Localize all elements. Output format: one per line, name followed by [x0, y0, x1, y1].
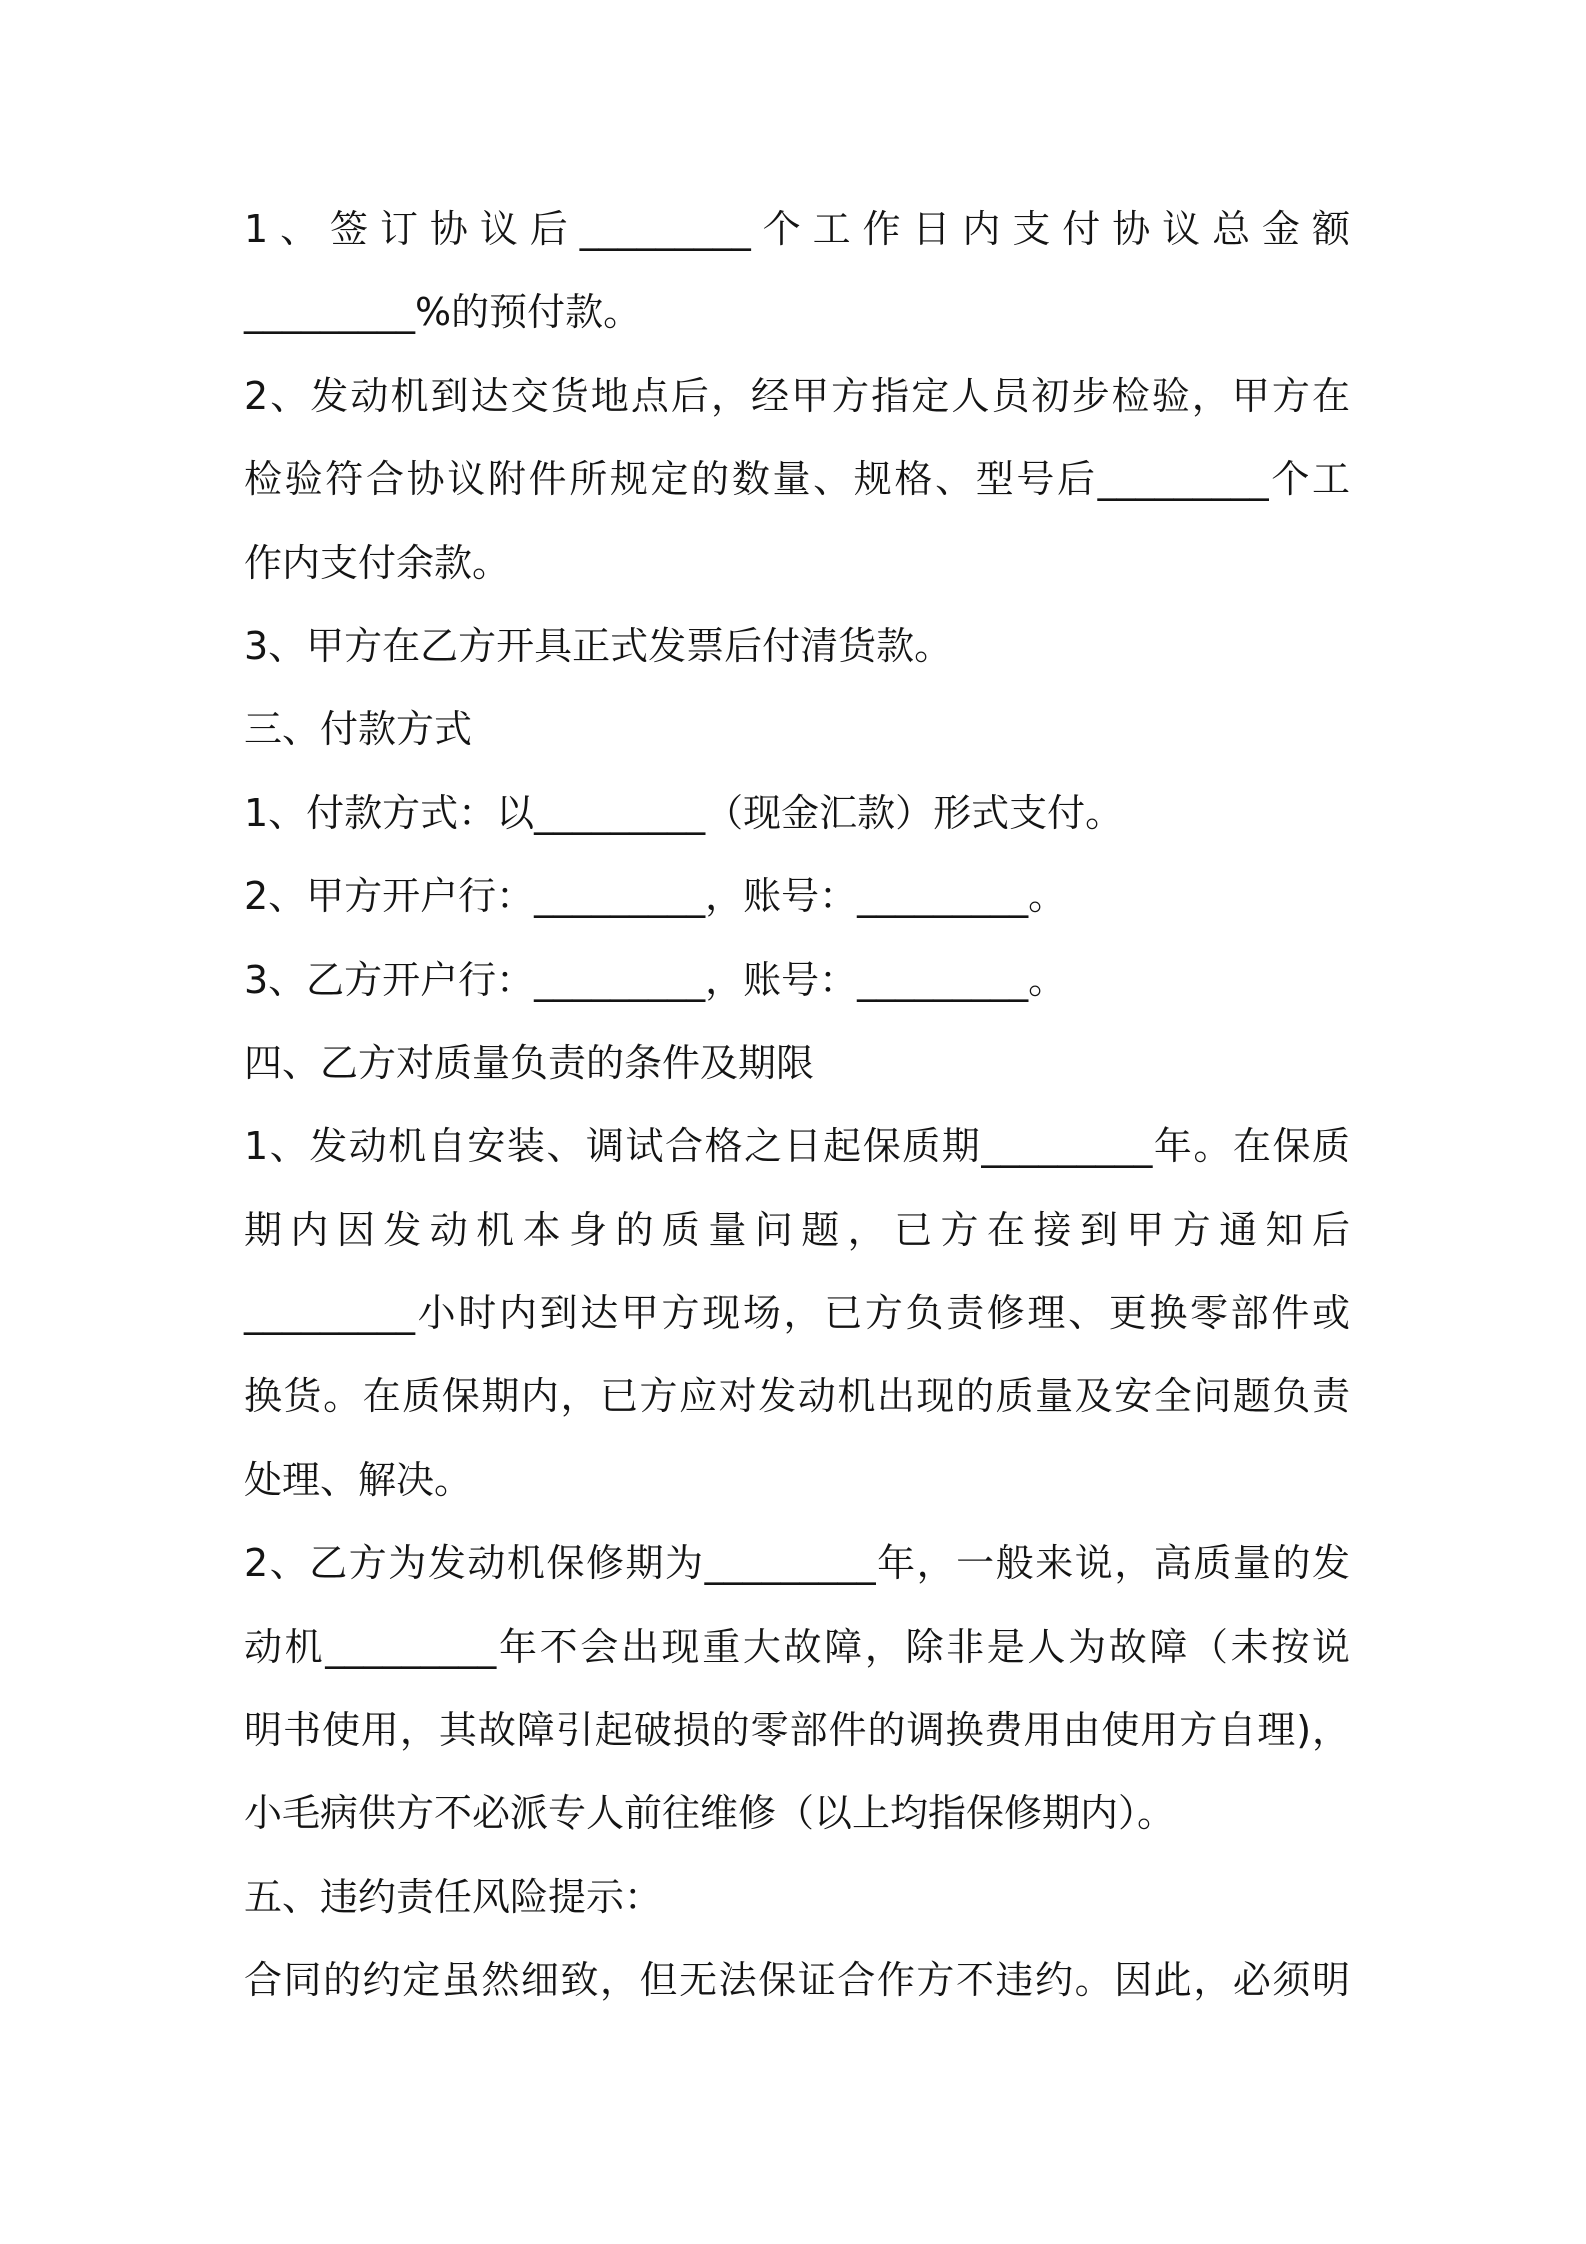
- text-line: 小毛病供方不必派专人前往维修（以上均指保修期内）。: [244, 1791, 1176, 1836]
- text-line: 作内支付余款。: [244, 540, 511, 585]
- text-line: 1、签订协议后_________个工作日内支付协议总金额: [244, 207, 1350, 251]
- text-line: 检验符合协议附件所规定的数量、规格、型号后_________个工: [244, 457, 1350, 502]
- text-line: 3、甲方在乙方开具正式发票后付清货款。: [244, 623, 953, 668]
- text-line: 期内因发动机本身的质量问题，已方在接到甲方通知后: [244, 1207, 1350, 1252]
- text-line: _________小时内到达甲方现场，已方负责修理、更换零部件或: [244, 1291, 1350, 1336]
- document-body: [244, 188, 1350, 2023]
- text-line: 处理、解决。: [244, 1457, 473, 1502]
- text-line: 2、甲方开户行：_________，账号：_________。: [244, 874, 1067, 919]
- text-line: 1、付款方式：以_________（现金汇款）形式支付。: [244, 790, 1124, 835]
- text-line: 2、乙方为发动机保修期为_________年，一般来说，高质量的发: [244, 1541, 1350, 1586]
- text-line: 2、发动机到达交货地点后，经甲方指定人员初步检验，甲方在: [244, 373, 1350, 418]
- section-heading: 五、违约责任风险提示：: [244, 1874, 663, 1919]
- section-heading: 四、乙方对质量负责的条件及期限: [244, 1040, 815, 1085]
- text-line: 换货。在质保期内，已方应对发动机出现的质量及安全问题负责: [244, 1374, 1350, 1419]
- text-line: _________%的预付款。: [244, 290, 642, 335]
- text-line: 1、发动机自安装、调试合格之日起保质期_________年。在保质: [244, 1124, 1350, 1169]
- text-line: 明书使用，其故障引起破损的零部件的调换费用由使用方自理)，: [244, 1708, 1350, 1753]
- text-line: 动机_________年不会出现重大故障，除非是人为故障（未按说: [244, 1624, 1350, 1669]
- text-line: 合同的约定虽然细致，但无法保证合作方不违约。因此，必须明: [244, 1958, 1350, 2003]
- text-line: 3、乙方开户行：_________，账号：_________。: [244, 957, 1067, 1002]
- section-heading: 三、付款方式: [244, 707, 473, 752]
